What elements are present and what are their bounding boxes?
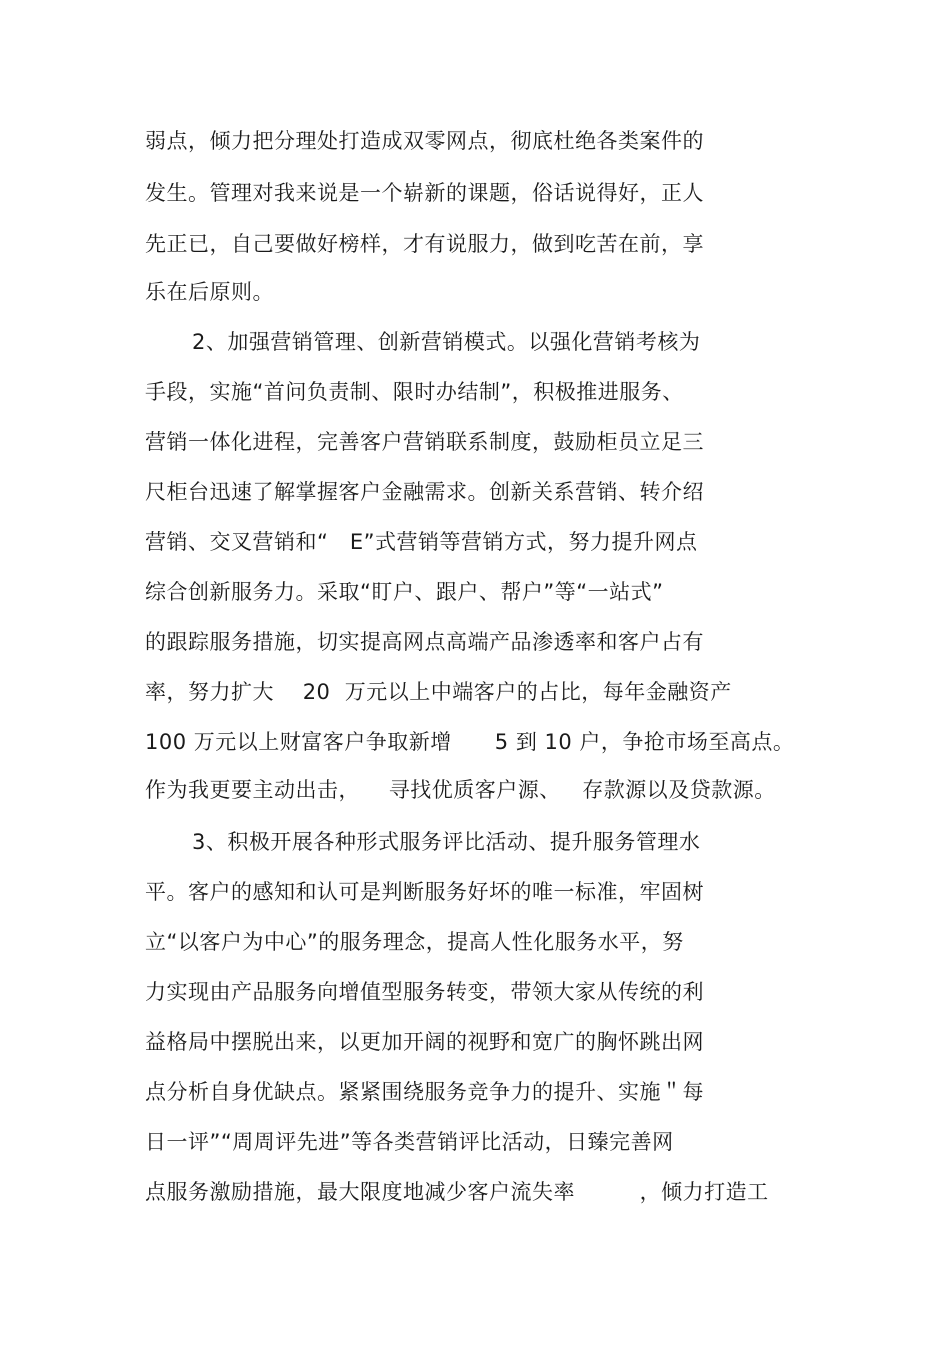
text-line-21: 日一评”“周周评先进”等各类营销评比活动，日臻完善网 xyxy=(145,1130,674,1154)
text-line-6: 手段，实施“首问负责制、限时办结制”，积极推进服务、 xyxy=(145,380,684,404)
text-line-17: 立“以客户为中心”的服务理念，提高人性化服务水平，努 xyxy=(145,930,684,954)
text-line-14: 作为我更要主动出击， 寻找优质客户源、 存款源以及贷款源。 xyxy=(145,778,776,802)
section-2-heading-line: 2、加强营销管理、创新营销模式。以强化营销考核为 xyxy=(192,330,701,354)
text-line-18: 力实现由产品服务向增值型服务转变，带领大家从传统的利 xyxy=(145,980,704,1004)
text-line-22: 点服务激励措施，最大限度地减少客户流失率 ，倾力打造工 xyxy=(145,1180,769,1204)
text-line-1: 弱点，倾力把分理处打造成双零网点，彻底杜绝各类案件的 xyxy=(145,129,704,153)
text-line-19: 益格局中摆脱出来，以更加开阔的视野和宽广的胸怀跳出网 xyxy=(145,1030,704,1054)
text-line-16: 平。客户的感知和认可是判断服务好坏的唯一标准，牢固树 xyxy=(145,880,704,904)
text-line-4: 乐在后原则。 xyxy=(145,280,274,304)
text-line-9: 营销、交叉营销和“ E”式营销等营销方式，努力提升网点 xyxy=(145,530,698,554)
text-line-11: 的跟踪服务措施，切实提高网点高端产品渗透率和客户占有 xyxy=(145,630,704,654)
text-line-3: 先正已，自己要做好榜样，才有说服力，做到吃苦在前，享 xyxy=(145,232,704,256)
section-3-heading-line: 3、积极开展各种形式服务评比活动、提升服务管理水 xyxy=(192,830,701,854)
text-line-7: 营销一体化进程，完善客户营销联系制度，鼓励柜员立足三 xyxy=(145,430,704,454)
text-line-12: 率，努力扩大 20 万元以上中端客户的占比，每年金融资产 xyxy=(145,680,732,704)
text-line-13: 100 万元以上财富客户争取新增 5 到 10 户，争抢市场至高点。 xyxy=(145,730,795,754)
text-line-8: 尺柜台迅速了解掌握客户金融需求。创新关系营销、转介绍 xyxy=(145,480,704,504)
text-line-20: 点分析自身优缺点。紧紧围绕服务竞争力的提升、实施＂每 xyxy=(145,1080,704,1104)
text-line-2: 发生。管理对我来说是一个崭新的课题，俗话说得好，正人 xyxy=(145,181,704,205)
text-line-10: 综合创新服务力。采取“盯户、跟户、帮户”等“一站式” xyxy=(145,580,664,604)
